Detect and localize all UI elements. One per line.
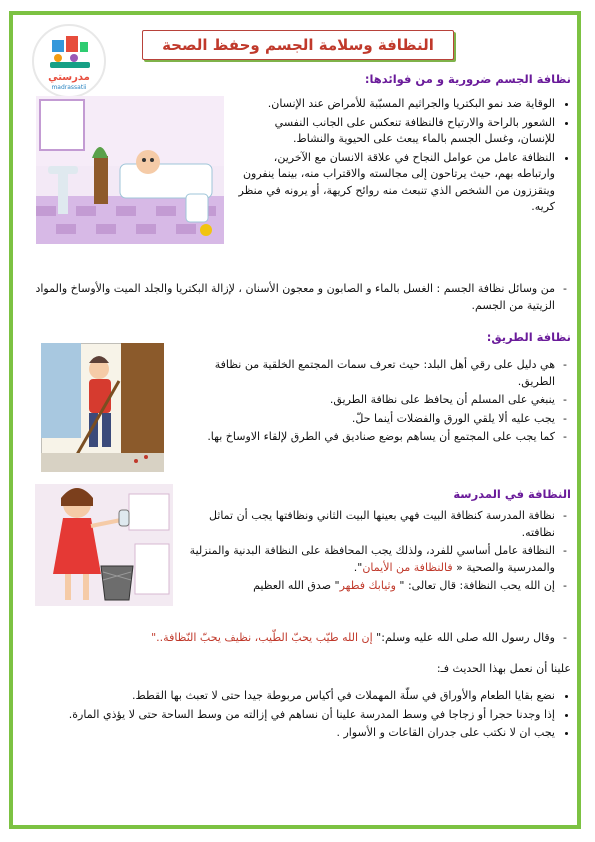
section-school-heading: النظافة في المدرسة <box>453 487 571 501</box>
section-road-list <box>176 357 569 448</box>
school-logo <box>32 24 106 98</box>
list-item-end: ". <box>353 560 363 574</box>
section-school-list <box>186 508 569 597</box>
list-item: - من وسائل نظافة الجسم : الغسل بالماء و الصابون و معجون الأسنان ، لإزالة البكتريا والجلد الميت والأوساخ والمواد الزيتية من الجسم. <box>34 281 555 314</box>
list-item: - نظافة المدرسة كنظافة البيت فهي بعينها البيت الثاني ونظافتها يجب أن تماثل نظافته. <box>186 508 555 541</box>
hadith-line <box>34 630 569 649</box>
logo-subtext: madrassatii <box>51 84 87 91</box>
action-intro: علينا أن نعمل بهذا الحديث فـ: <box>436 662 571 675</box>
quote-text: وثيابك فطهر <box>339 579 400 592</box>
bathroom-illustration <box>36 96 224 244</box>
list-item: • إذا وجدنا حجرا أو زجاجا في وسط المدرسة علينا أن نساهم في إزالته من وسط الساحة حتى لا يؤذي المارة. <box>34 707 555 724</box>
section-body-extra <box>34 281 569 316</box>
list-item: • يجب ان لا نكتب على جدران القاعات و الأسوار . <box>34 725 555 742</box>
quote-text: فالنظافة من الأيمان <box>362 560 457 574</box>
sweeping-man-illustration <box>41 343 164 472</box>
list-item-text: وقال رسول الله صلى الله عليه وسلم:" <box>376 631 555 644</box>
list-item-text: إن الله يحب النظافة: قال تعالى: " <box>399 579 555 592</box>
action-list <box>34 688 569 744</box>
section-body-heading: نظافة الجسم ضرورية و من فوائدها: <box>364 72 571 86</box>
list-item: - ينبغي على المسلم أن يحافظ على نظافة الطريق. <box>176 392 555 409</box>
section-body-list <box>236 96 569 218</box>
quote-text: إن الله طيّب يحبّ الطّيب، نظيف يحبّ النّظافة.. <box>156 631 377 644</box>
list-item <box>34 630 555 647</box>
page-title-box <box>142 30 454 60</box>
list-item: • نضع بقايا الطعام والأوراق في سلّة المهملات في أكياس مربوطة جيدا حتى لا تعبث بها القطط. <box>34 688 555 705</box>
girl-trash-illustration <box>35 484 173 606</box>
list-item: • الشعور بالراحة والارتياح فالنظافة تنعكس على الجانب النفسي للإنسان، وغسل الجسم بالماء يبعث على الحيوية والنشاط. <box>236 115 555 148</box>
list-item-end: " صدق الله العظيم <box>253 579 340 592</box>
list-item: • الوقاية ضد نمو البكتريا والجراثيم المسبّبة للأمراض عند الإنسان. <box>236 96 555 113</box>
logo-text: مدرستي <box>48 72 90 83</box>
list-item: - يجب عليه ألا يلقي الورق والفضلات أينما حلّ. <box>176 411 555 428</box>
page-title: النظافة وسلامة الجسم وحفظ الصحة <box>162 36 434 54</box>
list-item: - كما يجب على المجتمع أن يساهم بوضع صناديق في الطرق لإلقاء الاوساخ بها. <box>176 429 555 446</box>
list-item: - هي دليل على رقي أهل البلد: حيث تعرف سمات المجتمع الخلقية من نظافة الطريق. <box>176 357 555 390</box>
list-item: • النظافة عامل من عوامل النجاح في علاقة الانسان مع الآخرين، وارتباطه بهم، حيث يرتاحون إلى مجالسته والاقتراب منه، بينما ينفرون ويتقززون من الشخص الذي تنبعث منه روائح كريهة، أو يرونه في منظر كريه. <box>236 150 555 216</box>
section-road-heading: نظافة الطريق: <box>486 330 571 344</box>
list-item-text: النظافة عامل أساسي للفرد، ولذلك يجب المحافظة على النظافة البدنية والمنزلية والمدرسية والصحية « <box>189 544 555 574</box>
list-item <box>186 543 555 576</box>
list-item-end: " <box>151 631 157 644</box>
list-item <box>186 578 555 595</box>
